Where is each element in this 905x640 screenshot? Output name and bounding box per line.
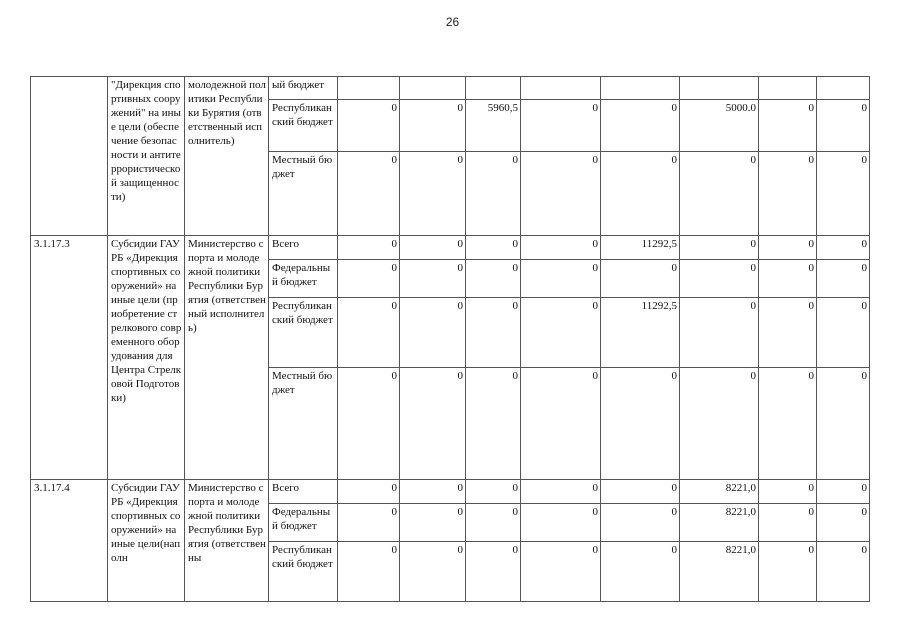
value-cell: 0 [521,504,601,542]
value-cell: 0 [759,236,817,260]
funding-source-label: Республиканский бюджет [272,544,333,570]
value-cell: 8221,0 [680,542,759,602]
budget-table [30,76,870,602]
value-cell: 0 [521,368,601,480]
value-cell: 0 [338,100,400,152]
value-cell: 8221,0 [680,480,759,504]
value-cell: 11292,5 [601,236,680,260]
value-cell: 0 [521,236,601,260]
item-name: Субсидии ГАУ РБ «Дирекция спортивных сооружений» на иные цели (приобретение стрелкового современного оборудования для Центра Стрелковой Подготовки) [111,238,182,404]
value-cell: 0 [817,260,870,298]
value-cell: 0 [400,152,466,236]
value-cell: 0 [338,480,400,504]
table-row [31,236,870,260]
value-cell: 0 [601,480,680,504]
value-cell: 0 [817,100,870,152]
item-name-cell [108,236,185,480]
value-cell [601,77,680,100]
value-cell: 0 [466,368,521,480]
funding-source-label: ый бюджет [272,79,325,91]
value-cell: 0 [759,542,817,602]
funding-source-cell [269,504,338,542]
funding-source-label: Республиканский бюджет [272,300,333,326]
value-cell: 0 [759,100,817,152]
table-row [31,77,870,100]
value-cell: 0 [521,542,601,602]
value-cell: 0 [601,504,680,542]
value-cell: 5000.0 [680,100,759,152]
value-cell: 0 [466,260,521,298]
funding-source-cell [269,100,338,152]
item-code-cell [31,77,108,236]
value-cell: 0 [400,298,466,368]
item-executor-cell [185,480,269,602]
value-cell: 0 [601,368,680,480]
value-cell: 8221,0 [680,504,759,542]
item-executor: Министерство спорта и молодежной политики Республики Бурятия (ответственны [188,482,266,564]
value-cell: 0 [601,100,680,152]
value-cell: 0 [680,298,759,368]
value-cell: 0 [759,152,817,236]
value-cell [400,77,466,100]
value-cell: 0 [817,152,870,236]
value-cell [817,77,870,100]
item-name: Субсидии ГАУ РБ «Дирекция спортивных сооружений» на иные цели(наполн [111,482,181,564]
value-cell: 0 [759,480,817,504]
value-cell: 0 [817,542,870,602]
value-cell: 0 [521,480,601,504]
item-name: "Дирекция спортивных сооружений" на иные цели (обеспечение безопасности и антитеррористической защищенности) [111,79,181,203]
value-cell: 0 [759,260,817,298]
item-code: 3.1.17.4 [34,482,70,494]
value-cell: 0 [466,504,521,542]
value-cell: 0 [338,504,400,542]
value-cell: 0 [680,260,759,298]
table-row [31,480,870,504]
value-cell: 0 [759,298,817,368]
value-cell: 0 [338,368,400,480]
value-cell: 0 [521,100,601,152]
value-cell: 0 [466,542,521,602]
funding-source-label: Федеральный бюджет [272,262,331,288]
funding-source-label: Федеральный бюджет [272,506,331,532]
value-cell: 0 [680,236,759,260]
value-cell: 0 [400,236,466,260]
table-body [31,77,870,602]
funding-source-label: Местный бюджет [272,154,333,180]
value-cell: 0 [466,298,521,368]
item-executor: молодежной политики Республики Бурятия (ответственный исполнитель) [188,79,266,147]
value-cell: 0 [466,480,521,504]
value-cell: 0 [466,236,521,260]
value-cell: 0 [521,298,601,368]
value-cell: 0 [759,504,817,542]
funding-source-cell [269,542,338,602]
value-cell: 5960,5 [466,100,521,152]
value-cell: 0 [400,504,466,542]
value-cell: 0 [817,480,870,504]
value-cell: 0 [601,260,680,298]
funding-source-cell [269,152,338,236]
funding-source-cell [269,298,338,368]
value-cell: 0 [400,100,466,152]
page-number: 26 [445,15,460,29]
item-code-cell [31,236,108,480]
value-cell: 0 [817,368,870,480]
value-cell: 0 [400,368,466,480]
item-name-cell [108,480,185,602]
value-cell [680,77,759,100]
funding-source-cell [269,260,338,298]
value-cell: 0 [817,236,870,260]
item-executor: Министерство спорта и молодежной политики Республики Бурятия (ответственный исполнитель) [188,238,266,334]
value-cell: 0 [338,152,400,236]
funding-source-cell [269,368,338,480]
value-cell: 0 [466,152,521,236]
value-cell: 0 [400,480,466,504]
value-cell [338,77,400,100]
value-cell: 0 [521,260,601,298]
value-cell: 0 [817,298,870,368]
item-code: 3.1.17.3 [34,238,70,250]
item-name-cell [108,77,185,236]
funding-source-cell [269,77,338,100]
value-cell [521,77,601,100]
value-cell: 0 [680,368,759,480]
value-cell: 0 [338,236,400,260]
value-cell: 0 [817,504,870,542]
value-cell: 0 [521,152,601,236]
value-cell: 0 [680,152,759,236]
item-executor-cell [185,77,269,236]
funding-source-label: Всего [272,482,299,494]
value-cell: 0 [338,298,400,368]
funding-source-label: Всего [272,238,299,250]
funding-source-label: Республиканский бюджет [272,102,333,128]
funding-source-cell [269,236,338,260]
item-code-cell [31,480,108,602]
value-cell: 0 [601,152,680,236]
value-cell: 0 [338,260,400,298]
value-cell: 0 [400,260,466,298]
value-cell: 0 [400,542,466,602]
value-cell [466,77,521,100]
value-cell [759,77,817,100]
item-executor-cell [185,236,269,480]
value-cell: 11292,5 [601,298,680,368]
value-cell: 0 [759,368,817,480]
funding-source-cell [269,480,338,504]
funding-source-label: Местный бюджет [272,370,333,396]
value-cell: 0 [601,542,680,602]
value-cell: 0 [338,542,400,602]
